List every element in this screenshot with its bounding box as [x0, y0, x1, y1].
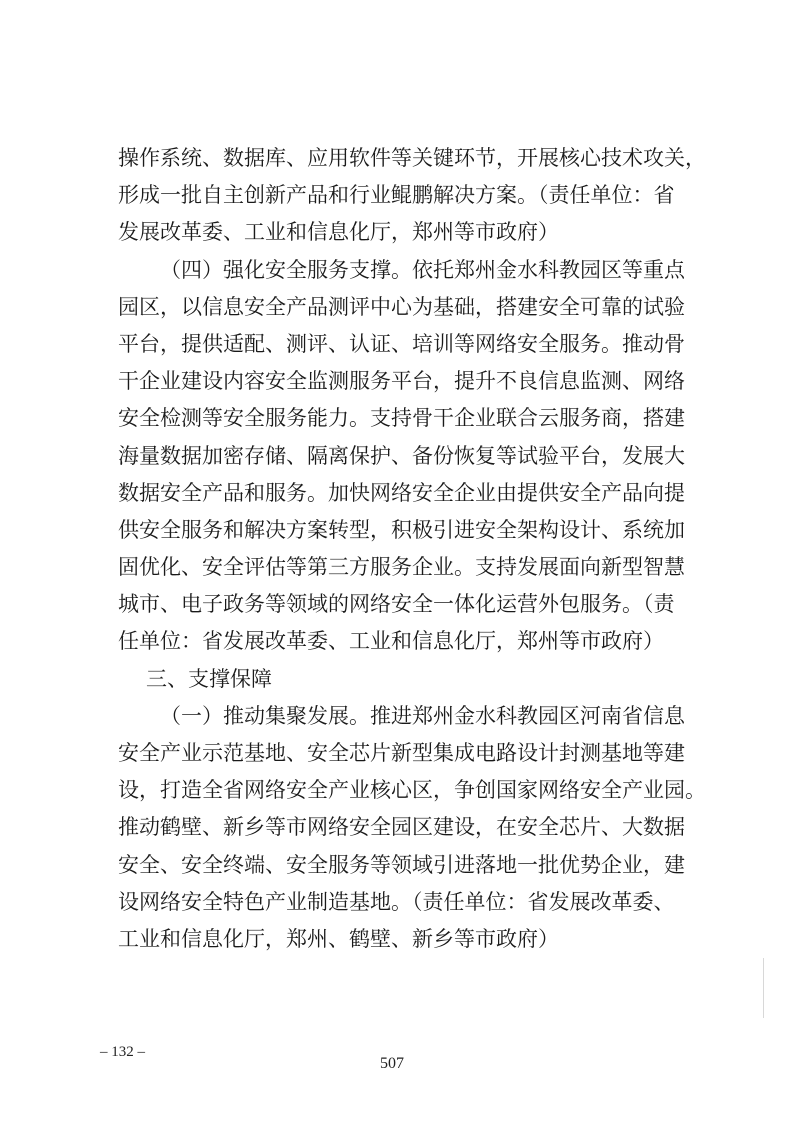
text-line: 园区，以信息安全产品测评中心为基础，搭建安全可靠的试验 [118, 294, 685, 319]
text-line: 推动鹤壁、新乡等市网络安全园区建设，在安全芯片、大数据 [118, 815, 685, 840]
text-line: 安全产业示范基地、安全芯片新型集成电路设计封测基地等建 [118, 741, 685, 765]
text-line: 供安全服务和解决方案转型，积极引进安全架构设计、系统加 [118, 517, 685, 542]
text-line: 发展改革委、工业和信息化厅，郑州等市政府） [118, 220, 559, 245]
text-line: 平台，提供适配、测评、认证、培训等网络安全服务。推动骨 [118, 331, 685, 356]
text-line: 形成一批自主创新产品和行业鲲鹏解决方案。（责任单位：省 [118, 183, 675, 208]
page-number-left: – 132 – [100, 1044, 145, 1060]
section-heading: 三、支撑保障 [146, 666, 272, 691]
text-line: 设，打造全省网络安全产业核心区，争创国家网络安全产业园。 [118, 778, 706, 803]
text-line: 固优化、安全评估等第三方服务企业。支持发展面向新型智慧 [118, 555, 685, 580]
page-number-center: 507 [380, 1055, 404, 1072]
text-line: 任单位：省发展改革委、工业和信息化厅，郑州等市政府） [118, 629, 664, 654]
scan-edge-mark [763, 958, 764, 1018]
paragraph-start-line: （四）强化安全服务支撑。依托郑州金水科教园区等重点 [160, 257, 685, 282]
text-line: 安全检测等安全服务能力。支持骨干企业联合云服务商，搭建 [118, 406, 685, 431]
text-line: 干企业建设内容安全监测服务平台，提升不良信息监测、网络 [118, 369, 685, 394]
text-line: 设网络安全特色产业制造基地。（责任单位：省发展改革委、 [118, 889, 675, 914]
paragraph-start-line: （一）推动集聚发展。推进郑州金水科教园区河南省信息 [160, 703, 685, 728]
text-line: 安全、安全终端、安全服务等领域引进落地一批优势企业，建 [118, 852, 685, 877]
body-text [118, 140, 706, 958]
text-line: 数据安全产品和服务。加快网络安全企业由提供安全产品向提 [118, 480, 685, 505]
text-line: 操作系统、数据库、应用软件等关键环节，开展核心技术攻关， [118, 146, 706, 170]
text-line: 海量数据加密存储、隔离保护、备份恢复等试验平台，发展大 [118, 443, 685, 468]
text-line: 城市、电子政务等领域的网络安全一体化运营外包服务。（责 [118, 592, 675, 617]
text-line: 工业和信息化厅，郑州、鹤壁、新乡等市政府） [118, 926, 559, 951]
